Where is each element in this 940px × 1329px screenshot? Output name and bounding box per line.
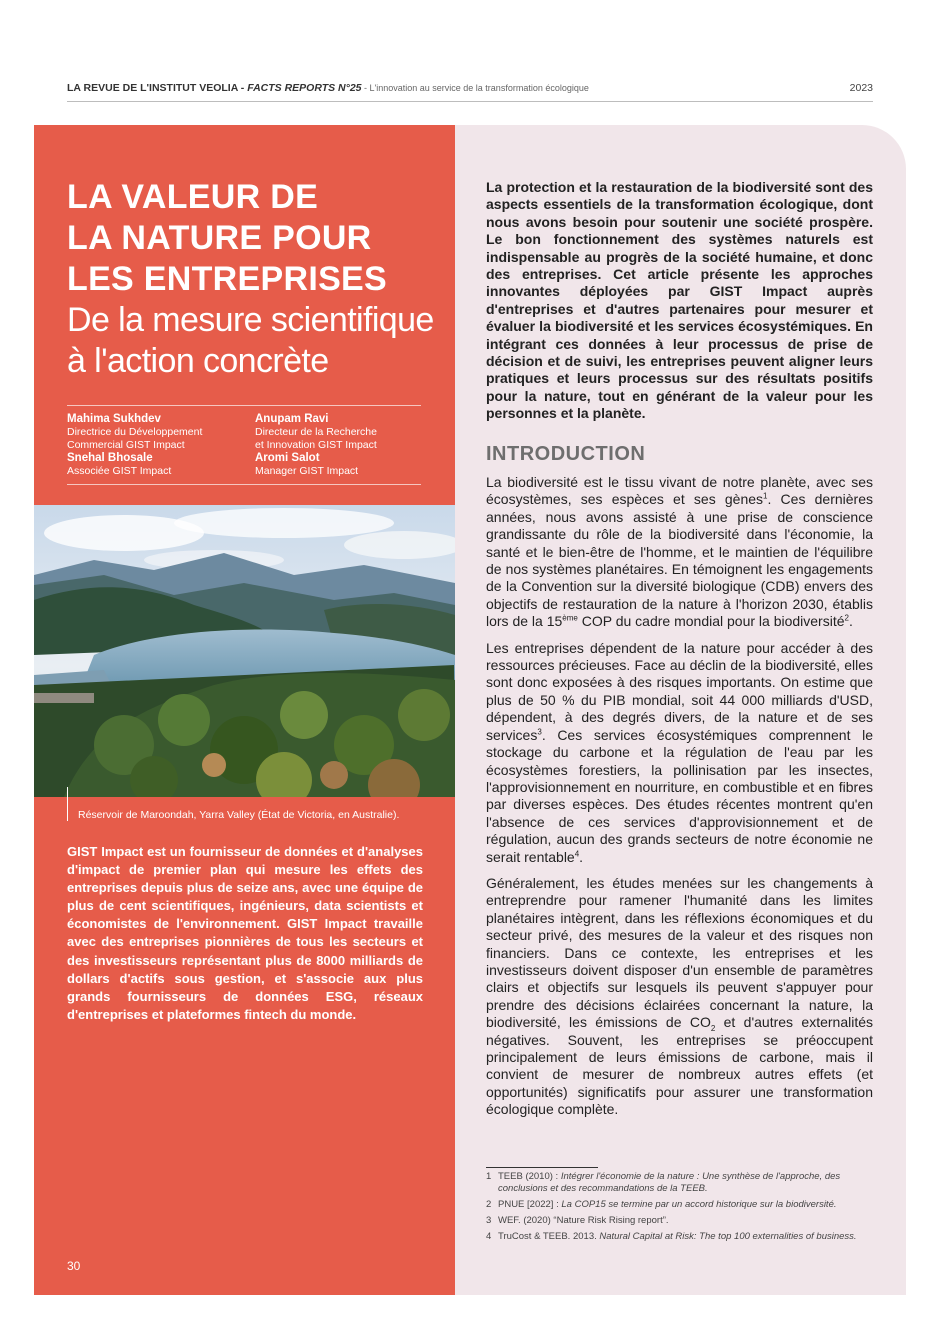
- author-role: Associée GIST Impact: [67, 465, 172, 477]
- caption-text: Réservoir de Maroondah, Yarra Valley (État de Victoria, en Australie).: [78, 809, 400, 821]
- author-role: et Innovation GIST Impact: [255, 439, 377, 451]
- title-line: LES ENTREPRISES: [67, 260, 388, 298]
- author-name: Snehal Bhosale: [67, 452, 153, 464]
- article-body: [486, 474, 873, 1128]
- body-paragraph: La biodiversité est le tissu vivant de notre planète, avec ses écosystèmes, ses espèces et ses gènes$^1$. Ces dernières années, nous avons assisté à une prise de conscience grandissante du rôle de la biodiversité dans l'économie, la santé et le bien-être de l'homme, et le maintien de l'équilibre de nos systèmes planétaires. En témoignent les engagements de la Convention sur la diversité biologique (CDB) envers des objectifs de restauration de la nature à l'horizon 2030, établis lors de la 15ème COP du cadre mondial pour la biodiversité$^2$.: [486, 474, 873, 630]
- footnote-ref: 3: [537, 727, 542, 737]
- gist-description: GIST Impact est un fournisseur de données et d'analyses d'impact de premier plan qui mesure les effets des entreprises depuis plus de seize ans, avec une équipe de plus de cent scientifiques, ingénieurs, data scientists et économistes de l'environnement. GIST Impact travaille avec des entreprises pionnières de tous les secteurs et des investisseurs représentant plus de 8000 milliards de dollars d'actifs sous gestion, et s'associe aux plus grands fournisseurs de données ESG, réseaux d'entreprises et plateformes fintech du monde.: [67, 844, 423, 1022]
- report-number: FACTS REPORTS N°25: [247, 82, 362, 94]
- author-name: Aromi Salot: [255, 452, 320, 464]
- footnote: 2 PNUE [2022] : La COP15 se termine par un accord historique sur la biodiversité.: [486, 1199, 837, 1210]
- lead-paragraph: La protection et la restauration de la biodiversité sont des aspects essentiels de la transformation écologique, dont nous avons besoin pour soutenir une société prospère. Le bon fonctionnement des systèmes naturels est indispensable au progrès de la société humaine, et donc des entreprises. Cet article présente les approches innovantes déployées par GIST Impact auprès d'entreprises et d'autres partenaires pour mesurer et évaluer la biodiversité et les services écosystémiques. En intégrant ces données à leur processus de prise de décision et de suivi, les entreprises peuvent aligner leurs pratiques et leurs processus sur des résultats positifs pour la nature, tout en générant de la valeur pour les personnes et la planète.: [486, 179, 873, 422]
- article-title: [67, 177, 447, 382]
- section-heading: INTRODUCTION: [486, 443, 646, 465]
- subtitle-line: De la mesure scientifique: [67, 301, 434, 339]
- page-header: [67, 80, 873, 102]
- author-role: Manager GIST Impact: [255, 465, 359, 477]
- authors-block: [67, 405, 421, 485]
- title-line: LA NATURE POUR: [67, 219, 372, 257]
- footnotes: [486, 1171, 873, 1247]
- publication-year: 2023: [849, 82, 873, 94]
- authors-column: [255, 413, 435, 478]
- author-role: Commercial GIST Impact: [67, 439, 185, 451]
- footnote-ref: 4: [574, 848, 580, 858]
- journal-name: LA REVUE DE L'INSTITUT VEOLIA -: [67, 82, 248, 94]
- photo-caption: [67, 787, 447, 825]
- author-role: Directrice du Développement: [67, 426, 203, 438]
- authors-column: [67, 413, 247, 478]
- footnote: 1 TEEB (2010) : Intégrer l'économie de la nature : Une synthèse de l'approche, des conclusions et des recommandations de la TEEB.: [486, 1171, 841, 1194]
- page-number: 30: [67, 1259, 81, 1273]
- body-paragraph: Les entreprises dépendent de la nature pour accéder à des ressources précieuses. Face au déclin de la biodiversité, elles sont donc exposées à des risques importants. On estime que plus de 50 % du PIB mondial, soit 44 000 milliards d'USD, dépendent, à des degrés divers, de la nature et de ses services$^3$. Ces services écosystémiques comprennent le stockage du carbone et la régulation de l'eau par les écosystèmes forestiers, la pollinisation par les insectes, l'approvisionnement en nourriture, en combustible et en fibres par diverses espèces. Des études récentes montrent qu'en l'absence de ces services d'approvisionnement et de régulation, aucun des grands secteurs de notre économie ne serait rentable$^4$.: [486, 639, 873, 865]
- caption-marker: [67, 787, 68, 821]
- author-name: Anupam Ravi: [255, 413, 329, 425]
- reservoir-photo: [34, 505, 455, 797]
- footnote-ref: 2: [844, 613, 849, 623]
- author-role: Directeur de la Recherche: [255, 426, 377, 438]
- title-line: LA VALEUR DE: [67, 178, 319, 216]
- footnote: 4 TruCost & TEEB. 2013. Natural Capital at Risk: The top 100 externalities of business.: [486, 1231, 857, 1242]
- author-name: Mahima Sukhdev: [67, 413, 161, 425]
- footnote: 3 WEF. (2020) “Nature Risk Rising report”.: [486, 1215, 669, 1226]
- journal-tagline: - L'innovation au service de la transformation écologique: [361, 83, 589, 93]
- subtitle-line: à l'action concrète: [67, 342, 329, 380]
- footnote-ref: 1: [763, 491, 768, 501]
- body-paragraph: Généralement, les études menées sur les changements à entreprendre pour ramener l'humanité dans les limites planétaires intègrent, dans les réflexions économiques et du secteur privé, des mesures de la valeur et des risques non financiers. Dans ce contexte, les entreprises et les investisseurs doivent disposer d'un ensemble de paramètres clairs et objectifs sur lesquels ils peuvent s'appuyer pour prendre des décisions éclairées concernant la nature, la biodiversité, les émissions de $CO_2$ et d'autres externalités négatives. Souvent, les entreprises se préoccupent principalement de leurs émissions de carbone, mais il convient de mesurer de nombreux autres effets (et opportunités) significatifs pour assurer une transformation écologique complète.: [486, 874, 873, 1118]
- footnote-divider: [486, 1167, 598, 1168]
